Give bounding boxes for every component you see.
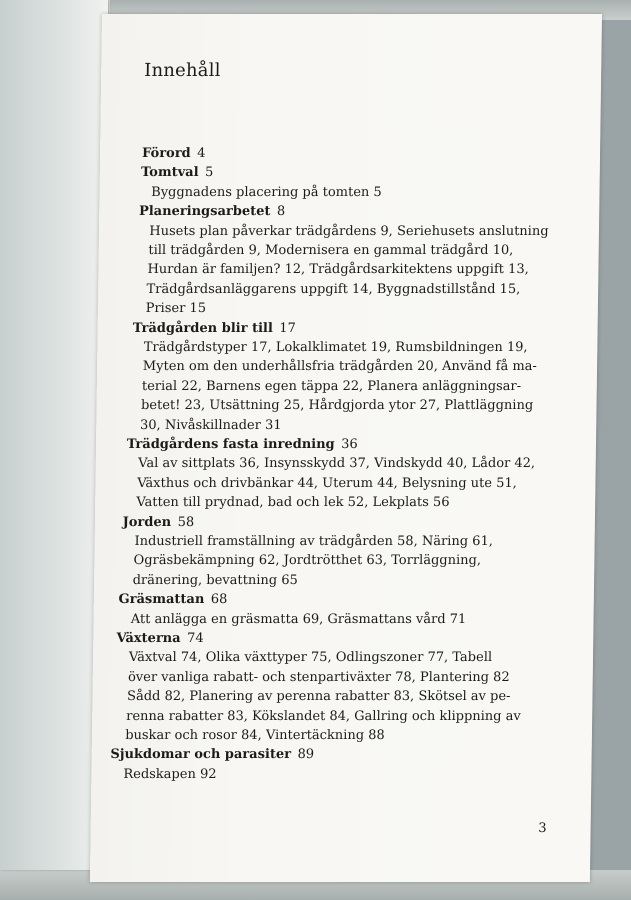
toc-section <box>123 514 195 532</box>
book-page <box>90 14 602 882</box>
toc-section-title: Trädgårdens fasta inredning <box>126 437 335 452</box>
toc-section-page: 89 <box>297 747 315 763</box>
toc-section-title: Planeringsarbetet <box>138 204 271 220</box>
toc-subentry-line: Ogräsbekämpning 62, Jordtrötthet 63, Torrläggning, <box>133 553 482 569</box>
toc-section-page: 68 <box>210 592 228 608</box>
toc-section-page: 36 <box>341 437 358 452</box>
toc-subentry-line: över vanliga rabatt- och stenpartiväxter 78, Plantering 82 <box>127 669 510 685</box>
toc-subentry-line: Husets plan påverkar trädgårdens 9, Seriehusets anslutning <box>149 223 549 239</box>
toc-subentry-line: dränering, bevattning 65 <box>132 572 298 588</box>
page-title: Innehåll <box>144 60 221 81</box>
toc-subentry-line: Trädgårdstyper 17, Lokalklimatet 19, Rumsbildningen 19, <box>143 340 528 355</box>
toc-section <box>116 630 203 648</box>
toc-section <box>142 145 206 163</box>
toc-section <box>141 164 214 182</box>
toc-section-page: 8 <box>276 204 286 220</box>
toc-section <box>133 320 296 338</box>
toc-section-title: Jorden <box>122 514 172 530</box>
toc-subentry-line: Industriell framställning av trädgården 58, Näring 61, <box>134 534 494 549</box>
toc-subentry-line: Val av sittplats 36, Insynsskydd 37, Vindskydd 40, Lådor 42, <box>138 456 536 472</box>
toc-subentry-line: Vatten till prydnad, bad och lek 52, Lekplats 56 <box>136 495 450 511</box>
page-number: 3 <box>538 821 547 836</box>
toc-section <box>139 203 285 221</box>
toc-subentry-line: 30, Nivåskillnader 31 <box>139 417 282 433</box>
toc-section-title: Växterna <box>116 631 181 646</box>
toc-section-title: Tomtval <box>140 165 199 181</box>
toc-section-title: Förord <box>141 146 191 161</box>
toc-subentry-line: buskar och rosor 84, Vintertäckning 88 <box>125 728 385 743</box>
toc-subentry-line: renna rabatter 83, Kökslandet 84, Gallring och klippning av <box>126 708 521 724</box>
toc-subentry-line: Byggnadens placering på tomten 5 <box>151 184 382 200</box>
toc-section-title: Trädgården blir till <box>132 320 273 336</box>
toc-subentry-line: Växtval 74, Olika växttyper 75, Odlingszoner 77, Tabell <box>128 650 493 666</box>
toc-subentry-line: Växthus och drivbänkar 44, Uterum 44, Belysning ute 51, <box>137 475 517 491</box>
toc-section-page: 4 <box>197 146 206 161</box>
toc-subentry-line: Priser 15 <box>145 301 207 317</box>
toc-subentry-line: Sådd 82, Planering av perenna rabatter 83, Skötsel av pe- <box>126 689 511 705</box>
toc-section <box>118 591 227 609</box>
toc-subentry-line: betet! 23, Utsättning 25, Hårdgjorda ytor 27, Plattläggning <box>140 398 534 414</box>
page-content <box>90 14 602 882</box>
toc-subentry-line: Myten om den underhållsfria trädgården 20, Använd få ma- <box>142 359 537 375</box>
toc-subentry-line: terial 22, Barnens egen täppa 22, Planera anläggningsar- <box>141 378 522 394</box>
toc-section-page: 17 <box>279 320 296 336</box>
toc-section-page: 74 <box>187 631 204 646</box>
toc-section-page: 58 <box>177 514 195 530</box>
toc-subentry-line: till trädgården 9, Modernisera en gammal trädgård 10, <box>148 243 514 258</box>
toc-subentry-line: Hurdan är familjen? 12, Trädgårdsarkitektens uppgift 13, <box>147 262 529 278</box>
toc-section <box>110 746 314 764</box>
toc-subentry-line: Att anlägga en gräsmatta 69, Gräsmattans vård 71 <box>130 611 467 627</box>
toc-subentry-line: Trädgårdsanläggarens uppgift 14, Byggnadstillstånd 15, <box>146 281 521 297</box>
toc-subentry-line: Redskapen 92 <box>123 766 217 782</box>
toc-section <box>127 436 358 454</box>
toc-section-title: Sjukdomar och parasiter <box>110 747 292 763</box>
toc-section-title: Gräsmattan <box>118 592 205 608</box>
toc-section-page: 5 <box>204 165 214 181</box>
